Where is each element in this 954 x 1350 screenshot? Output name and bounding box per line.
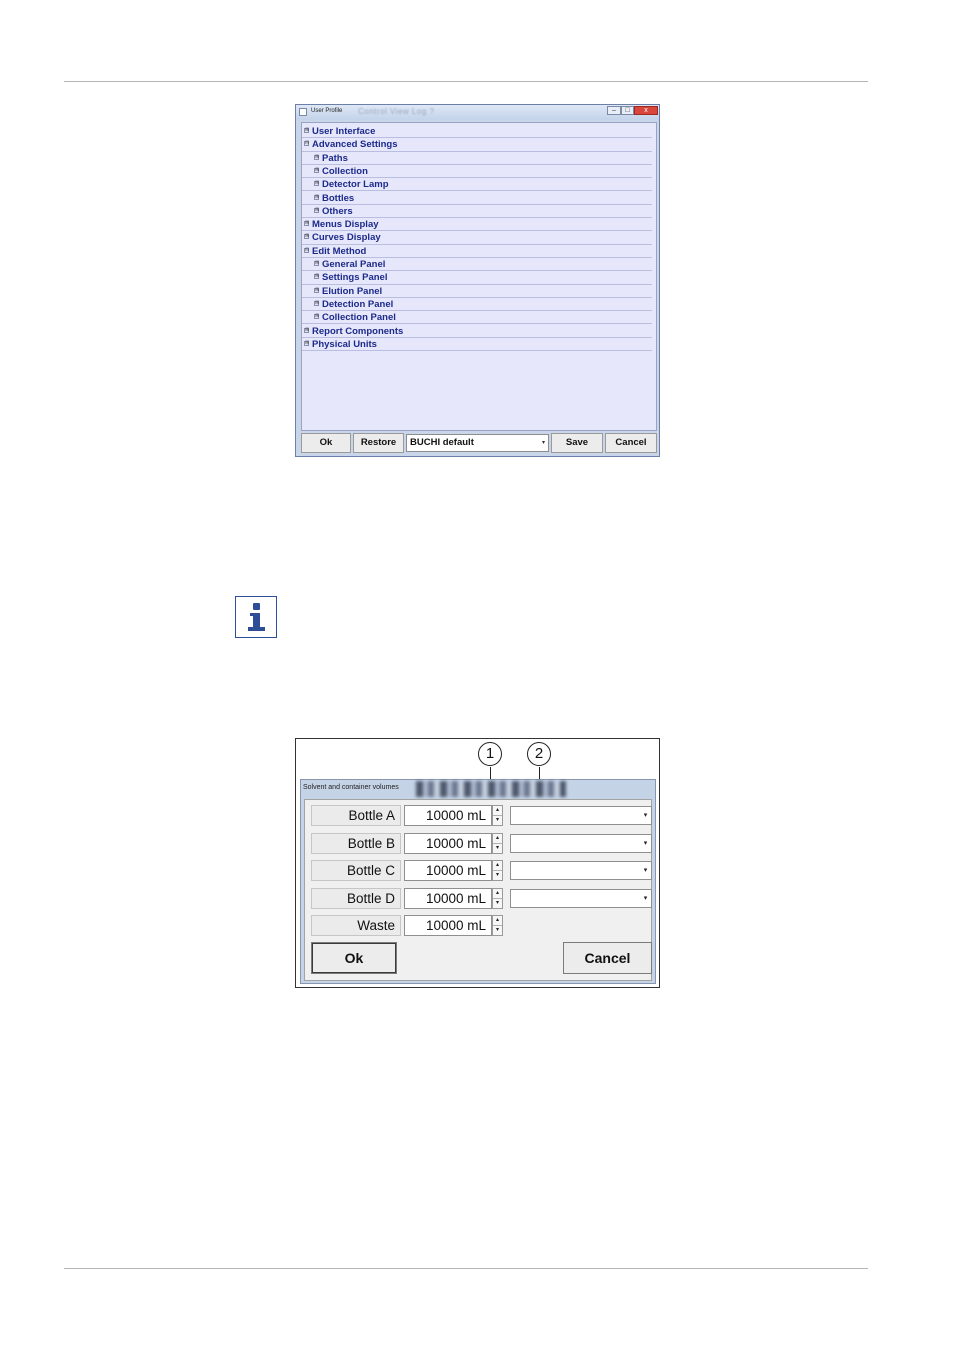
volume-input[interactable]: 10000 mL <box>404 860 492 881</box>
user-profile-window <box>295 104 660 457</box>
info-icon <box>235 596 277 638</box>
chevron-down-icon: ▾ <box>541 440 545 446</box>
expand-icon[interactable]: ⊞ <box>315 193 320 200</box>
maximize-icon: □ <box>625 107 630 114</box>
blurred-title-area <box>416 781 566 797</box>
maximize-button[interactable] <box>621 106 634 115</box>
bottle-row <box>305 888 651 910</box>
expand-icon[interactable]: ⊞ <box>315 180 320 187</box>
minimize-button[interactable] <box>607 106 621 115</box>
ok-button[interactable]: Ok <box>301 433 351 453</box>
bottle-row <box>305 860 651 882</box>
close-button[interactable] <box>634 106 658 115</box>
expand-icon[interactable]: ⊞ <box>305 127 310 133</box>
volume-stepper[interactable] <box>492 915 503 936</box>
solvent-select[interactable] <box>510 806 652 825</box>
spin-up-icon[interactable]: ▴ <box>493 834 502 844</box>
chevron-down-icon: ▾ <box>643 839 648 847</box>
spin-down-icon[interactable]: ▾ <box>495 927 499 933</box>
solvent-figure <box>295 738 660 988</box>
solvent-select[interactable] <box>510 834 652 853</box>
bottle-label: Bottle B <box>311 833 401 854</box>
tree-item[interactable] <box>302 338 652 351</box>
bottle-label: Bottle A <box>311 805 401 826</box>
tree-item-label: Bottles <box>322 192 355 204</box>
cancel-button[interactable]: Cancel <box>605 433 657 453</box>
expand-icon[interactable]: ⊞ <box>305 233 310 240</box>
spin-up-icon[interactable]: ▴ <box>493 806 502 816</box>
app-icon <box>299 108 307 116</box>
tree-item-label: Paths <box>322 152 348 164</box>
window-title: User Profile <box>311 108 343 114</box>
solvent-dialog <box>300 779 656 984</box>
bottle-row <box>305 833 651 855</box>
expand-icon[interactable]: ⊞ <box>315 206 320 213</box>
collapse-icon[interactable]: ⊟ <box>305 246 310 253</box>
tree-item[interactable] <box>302 125 652 138</box>
volume-input[interactable]: 10000 mL <box>404 805 492 826</box>
tree-item[interactable] <box>302 311 652 324</box>
tree-item-label: Report Components <box>312 325 404 337</box>
tree-item-label: Collection <box>322 165 368 177</box>
expand-icon[interactable]: ⊞ <box>315 260 320 266</box>
bottle-row <box>305 805 651 827</box>
expand-icon[interactable]: ⊞ <box>305 339 310 346</box>
tree-item-label: Curves Display <box>312 232 381 244</box>
tree-item-label: General Panel <box>322 259 386 270</box>
spin-down-icon[interactable]: ▾ <box>495 844 499 851</box>
tree-item[interactable] <box>302 205 652 218</box>
profile-select-value: BUCHI default <box>410 437 474 448</box>
volume-stepper[interactable] <box>492 888 503 909</box>
solvent-select[interactable] <box>510 861 652 880</box>
volume-stepper[interactable] <box>492 833 503 854</box>
solvent-select[interactable] <box>510 889 652 908</box>
footer-rule <box>64 1268 868 1269</box>
tree-item-label: Detector Lamp <box>322 179 389 191</box>
tree-item[interactable] <box>302 192 652 205</box>
collapse-icon[interactable]: ⊟ <box>305 140 310 147</box>
cancel-button[interactable]: Cancel <box>563 942 652 974</box>
tree-item[interactable] <box>302 298 652 311</box>
tree-item[interactable] <box>302 178 652 191</box>
chevron-down-icon: ▾ <box>643 894 648 902</box>
tree-item-label: User Interface <box>312 126 376 137</box>
bottle-label: Bottle D <box>311 888 401 909</box>
tree-item[interactable] <box>302 325 652 338</box>
tree-item-label: Collection Panel <box>322 312 396 324</box>
volume-input[interactable]: 10000 mL <box>404 915 492 936</box>
dialog-body <box>304 799 652 981</box>
tree-item[interactable] <box>302 271 652 284</box>
expand-icon[interactable]: ⊞ <box>315 313 320 320</box>
restore-button[interactable]: Restore <box>353 433 404 453</box>
callout-1: 1 <box>478 742 502 766</box>
profile-select[interactable] <box>406 434 549 452</box>
ok-button[interactable]: Ok <box>311 942 397 974</box>
settings-tree <box>301 122 657 431</box>
tree-item-label: Menus Display <box>312 219 379 231</box>
spin-down-icon[interactable]: ▾ <box>495 817 499 823</box>
expand-icon[interactable]: ⊞ <box>305 220 310 227</box>
chevron-down-icon: ▾ <box>643 812 648 819</box>
button-bar <box>300 433 657 454</box>
minimize-icon: – <box>612 107 616 114</box>
volume-input[interactable]: 10000 mL <box>404 833 492 854</box>
tree-item[interactable] <box>302 152 652 165</box>
spin-down-icon[interactable]: ▾ <box>495 899 499 906</box>
volume-stepper[interactable] <box>492 805 503 826</box>
tree-item-label: Edit Method <box>312 245 367 257</box>
blurred-menu-bar: Control View Log ? <box>358 107 435 116</box>
tree-item[interactable] <box>302 245 652 258</box>
expand-icon[interactable]: ⊞ <box>315 286 320 293</box>
tree-item[interactable] <box>302 285 652 298</box>
tree-item[interactable] <box>302 218 652 231</box>
tree-item[interactable] <box>302 231 652 244</box>
tree-item-label: Settings Panel <box>322 272 388 284</box>
tree-item[interactable] <box>302 138 652 151</box>
bottle-label: Waste <box>311 915 401 936</box>
save-button[interactable]: Save <box>551 433 603 453</box>
tree-item-label: Detection Panel <box>322 298 394 310</box>
expand-icon[interactable]: ⊞ <box>315 153 320 160</box>
expand-icon[interactable]: ⊞ <box>315 299 320 306</box>
volume-stepper[interactable] <box>492 860 503 881</box>
spin-up-icon[interactable]: ▴ <box>493 916 502 926</box>
title-bar <box>296 105 659 120</box>
dialog-title: Solvent and container volumes <box>303 784 399 791</box>
tree-item-label: Physical Units <box>312 338 377 350</box>
chevron-down-icon: ▾ <box>643 867 648 874</box>
expand-icon[interactable]: ⊞ <box>305 326 310 333</box>
callout-2: 2 <box>527 742 551 766</box>
spin-down-icon[interactable]: ▾ <box>495 872 499 878</box>
close-icon: x <box>644 107 648 114</box>
tree-item-label: Advanced Settings <box>312 139 398 151</box>
header-rule <box>64 81 868 82</box>
tree-item-label: Elution Panel <box>322 285 383 297</box>
spin-up-icon[interactable]: ▴ <box>493 889 502 899</box>
bottle-row <box>305 915 651 937</box>
tree-item[interactable] <box>302 165 652 178</box>
bottle-label: Bottle C <box>311 860 401 881</box>
tree-item[interactable] <box>302 258 652 271</box>
tree-item-label: Others <box>322 205 353 217</box>
expand-icon[interactable]: ⊞ <box>315 166 320 173</box>
expand-icon[interactable]: ⊞ <box>315 273 320 280</box>
spin-up-icon[interactable]: ▴ <box>493 861 502 871</box>
volume-input[interactable]: 10000 mL <box>404 888 492 909</box>
